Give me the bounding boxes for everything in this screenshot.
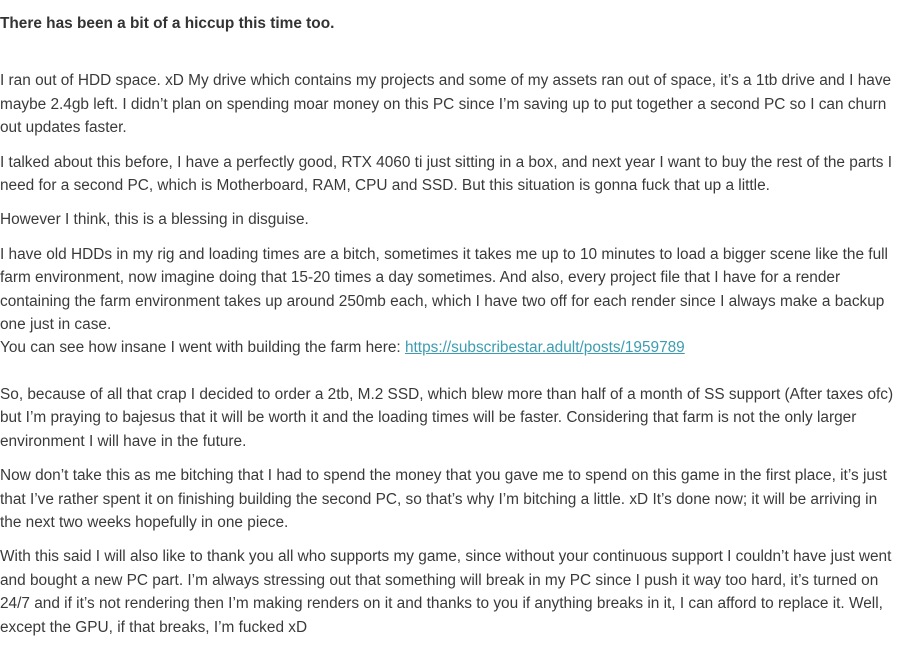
- post-body: [0, 12, 900, 639]
- paragraph-farm-link: [0, 336, 900, 359]
- paragraph-thanks: With this said I will also like to thank you all who supports my game, since without your continuous support I couldn’t have just went and bought a new PC part. I’m always stressing out that something will break in my PC since I push it way too hard, it’s turned on 24/7 and if it’s not rendering then I’m making renders on it and thanks to you if anything breaks in it, I can afford to replace it. Well, except the GPU, if that breaks, I’m fucked xD: [0, 548, 892, 636]
- paragraph-blessing: However I think, this is a blessing in disguise.: [0, 211, 309, 229]
- paragraph-not-bitching: Now don’t take this as me bitching that I had to spend the money that you gave me to spend on this game in the first place, it’s just that I’ve rather spent it on finishing building the second PC, so that’s why I’m bitching a little. xD It’s done now; it will be arriving in the next two weeks hopefully in one piece.: [0, 467, 887, 531]
- paragraph-hdd-space: I ran out of HDD space. xD My drive which contains my projects and some of my assets ran out of space, it’s a 1tb drive and I have maybe 2.4gb left. I didn’t plan on spending moar money on this PC since I’m saving up to put together a second PC so I can churn out updates faster.: [0, 72, 892, 137]
- paragraph-loading-times: I have old HDDs in my rig and loading times are a bitch, sometimes it takes me up to 10 minutes to load a bigger scene like the full farm environment, now imagine doing that 15-20 times a day sometimes. And also, every project file that I have for a render containing the farm environment takes up around 250mb each, which I have two off for each render since I always make a backup one just in case.: [0, 245, 888, 334]
- paragraph-ssd-order: So, because of all that crap I decided to order a 2tb, M.2 SSD, which blew more than half of a month of SS support (After taxes ofc) but I’m praying to bajesus that it will be worth it and the loading times will be faster. Considering that farm is not the only larger environment I will have in the future.: [0, 385, 894, 450]
- farm-link-prefix: You can see how insane I went with building the farm here:: [0, 339, 405, 357]
- farm-post-link[interactable]: https://subscribestar.adult/posts/1959789: [404, 339, 685, 357]
- paragraph-second-pc: I talked about this before, I have a perfectly good, RTX 4060 ti just sitting in a box, and next year I want to buy the rest of the parts I need for a second PC, which is Motherboard, RAM, CPU and SSD. But this situation is gonna fuck that up a little.: [0, 153, 893, 195]
- post-heading: There has been a bit of a hiccup this time too.: [0, 15, 335, 32]
